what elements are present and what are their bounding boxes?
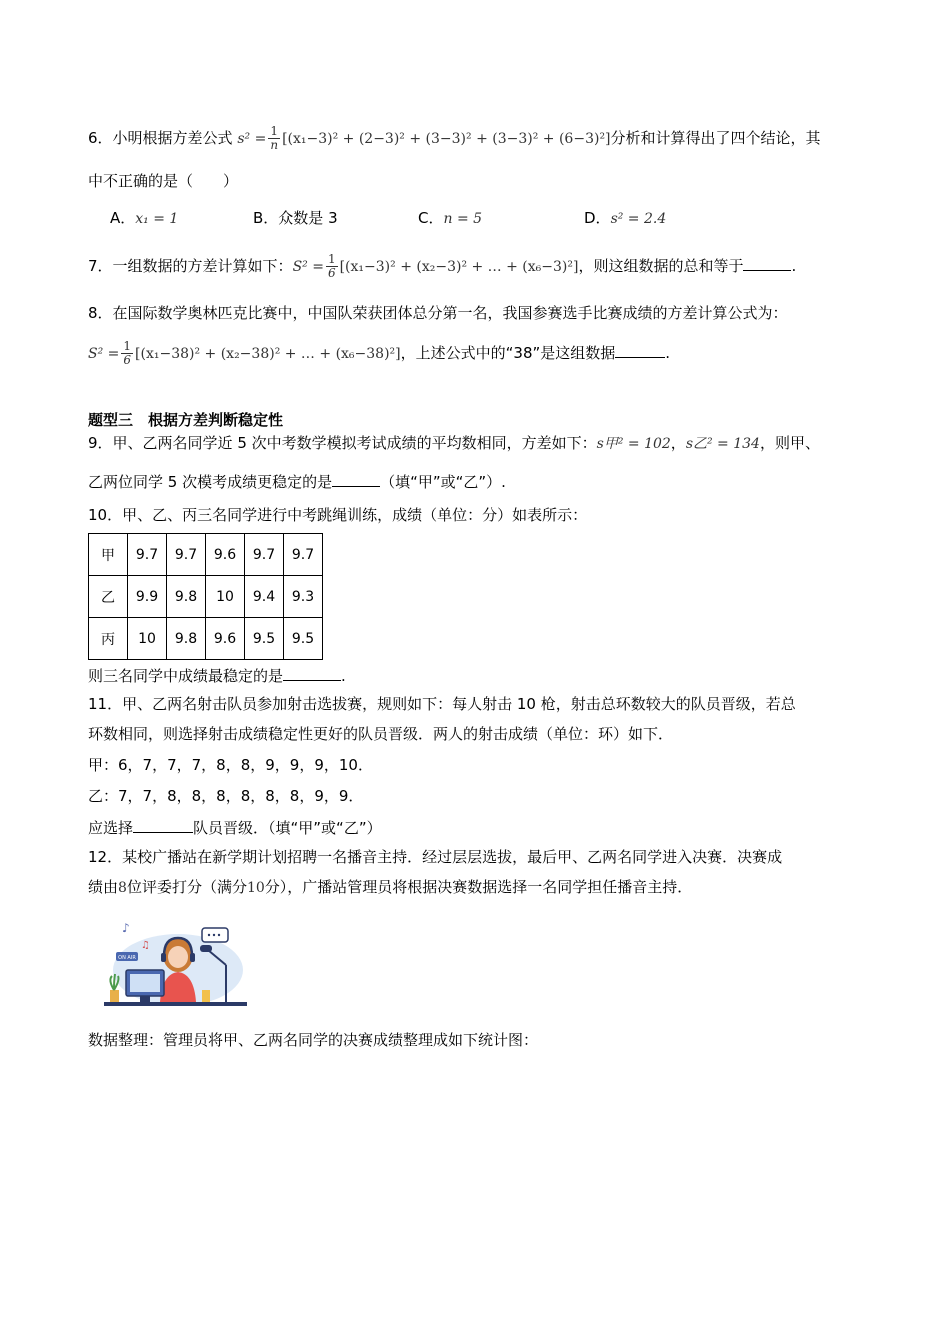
q6-suffix: 分析和计算得出了四个结论，其 bbox=[610, 129, 821, 147]
q6-line1 bbox=[88, 124, 821, 153]
q7-frac-num: 1 bbox=[327, 252, 336, 266]
table-cell: 9.6 bbox=[206, 534, 245, 576]
q8-end: . bbox=[665, 344, 671, 362]
table-cell: 9.5 bbox=[245, 618, 284, 660]
table-row bbox=[89, 534, 323, 576]
q9-variance-yi: s乙² = 134 bbox=[685, 436, 760, 452]
table-cell: 甲 bbox=[89, 534, 128, 576]
q9-number: 9． bbox=[88, 434, 113, 452]
q6-frac-num: 1 bbox=[270, 124, 279, 138]
q10-after bbox=[88, 664, 346, 686]
q9-line2-text: 乙两位同学 5 次模考成绩更稳定的是 bbox=[88, 473, 333, 491]
section-title: 题型三 根据方差判断稳定性 bbox=[88, 411, 284, 429]
q8-formula-lhs: S² = bbox=[88, 346, 120, 362]
q12-line2-a: 绩由 bbox=[88, 878, 119, 896]
q10-after-end: . bbox=[341, 667, 346, 685]
q6-line2: 中不正确的是（ ） bbox=[88, 172, 239, 190]
table-cell: 9.6 bbox=[206, 618, 245, 660]
q7-formula-lhs: S² = bbox=[292, 259, 324, 275]
q12-line2-b: 位评委打分（满分 bbox=[126, 878, 247, 896]
q6-option-a[interactable] bbox=[110, 208, 178, 229]
q11-line4: 乙：7，7，8，8，8，8，8，8，9，9． bbox=[88, 787, 364, 805]
table-cell: 9.7 bbox=[167, 534, 206, 576]
q8-number: 8． bbox=[88, 304, 113, 322]
option-b-text: 众数是 3 bbox=[278, 209, 338, 227]
table-cell: 9.3 bbox=[284, 576, 323, 618]
music-note-icon: ♪ bbox=[122, 921, 130, 935]
q12-text: 某校广播站在新学期计划招聘一名播音主持．经过层层选拔，最后甲、乙两名同学进入决赛．决赛成 bbox=[122, 848, 783, 866]
q9-line1-end: ，则甲、 bbox=[759, 434, 820, 452]
q7-number: 7． bbox=[88, 257, 113, 275]
q8-frac-den: 6 bbox=[123, 353, 132, 367]
q8-suffix: ，上述公式中的“38”是这组数据 bbox=[400, 344, 616, 362]
scores-table bbox=[88, 533, 323, 660]
q12-line2-c: 分），广播站管理员将根据决赛数据选择一名同学担任播音主持． bbox=[264, 878, 693, 896]
q9-line1 bbox=[88, 433, 820, 454]
q12-line2 bbox=[88, 877, 692, 898]
table-cell: 乙 bbox=[89, 576, 128, 618]
q6-fraction bbox=[268, 125, 280, 152]
option-b-label: B． bbox=[253, 209, 279, 227]
q10-after-text: 则三名同学中成绩最稳定的是 bbox=[88, 667, 284, 685]
option-c-text: n = 5 bbox=[443, 211, 483, 227]
option-d-label: D． bbox=[584, 209, 611, 227]
q7-end: . bbox=[791, 257, 797, 275]
q10-line1 bbox=[88, 505, 587, 525]
q9-answer-blank[interactable] bbox=[332, 470, 380, 487]
q11-number: 11． bbox=[88, 695, 123, 713]
q7-answer-blank[interactable] bbox=[743, 254, 791, 271]
q9-text: 甲、乙两名同学近 5 次中考数学模拟考试成绩的平均数相同，方差如下： bbox=[112, 434, 597, 452]
table-cell: 9.8 bbox=[167, 618, 206, 660]
q12-max-score: 10 bbox=[246, 880, 265, 896]
q8-formula-body: [(x₁−38)² + (x₂−38)² + … + (x₆−38)²] bbox=[135, 346, 401, 362]
q6-option-c[interactable] bbox=[418, 208, 482, 229]
q9-line2-end: （填“甲”或“乙”）. bbox=[380, 473, 506, 491]
option-a-label: A． bbox=[110, 209, 136, 227]
table-cell: 9.7 bbox=[128, 534, 167, 576]
q8-line1 bbox=[88, 303, 788, 323]
q12-line1 bbox=[88, 847, 782, 867]
q9-separator: ， bbox=[670, 434, 686, 452]
q6-formula-body: [(x₁−3)² + (2−3)² + (3−3)² + (3−3)² + (6−3)²] bbox=[282, 131, 611, 147]
q10-number: 10． bbox=[88, 506, 123, 524]
option-d-text: s² = 2.4 bbox=[610, 211, 667, 227]
broadcaster-illustration bbox=[98, 910, 253, 1010]
q12-number: 12． bbox=[88, 848, 123, 866]
q11-line5-suffix: 队员晋级．（填“甲”或“乙”） bbox=[193, 819, 382, 837]
option-c-label: C． bbox=[418, 209, 444, 227]
q6-frac-den: n bbox=[270, 138, 279, 152]
q6-number: 6． bbox=[88, 129, 113, 147]
q9-line2 bbox=[88, 470, 506, 492]
q8-frac-num: 1 bbox=[123, 339, 132, 353]
table-cell: 9.5 bbox=[284, 618, 323, 660]
q12-judge-count: 8 bbox=[118, 880, 127, 896]
q7-suffix: ，则这组数据的总和等于 bbox=[578, 257, 744, 275]
q6-prefix: 小明根据方差公式 bbox=[112, 129, 233, 147]
q7-line bbox=[88, 252, 796, 281]
table-cell: 9.8 bbox=[167, 576, 206, 618]
q11-line1 bbox=[88, 694, 796, 714]
table-row bbox=[89, 618, 323, 660]
q8-line2 bbox=[88, 338, 670, 369]
table-cell: 9.4 bbox=[245, 576, 284, 618]
on-air-label: ON AIR bbox=[118, 955, 136, 961]
q6-option-d[interactable] bbox=[584, 208, 666, 229]
q7-frac-den: 6 bbox=[327, 266, 336, 280]
q11-answer-blank[interactable] bbox=[133, 816, 193, 833]
q12-line3: 数据整理：管理员将甲、乙两名同学的决赛成绩整理成如下统计图： bbox=[88, 1031, 539, 1049]
q6-formula-lhs: s² = bbox=[237, 131, 267, 147]
table-cell: 9.9 bbox=[128, 576, 167, 618]
q11-text: 甲、乙两名射击队员参加射击选拔赛，规则如下：每人射击 10 枪，射击总环数较大的队员晋级，若总 bbox=[122, 695, 796, 713]
q8-fraction bbox=[121, 340, 133, 367]
q8-text: 在国际数学奥林匹克比赛中，中国队荣获团体总分第一名，我国参赛选手比赛成绩的方差计算公式为： bbox=[112, 304, 788, 322]
music-note-icon: ♫ bbox=[141, 940, 150, 951]
q8-answer-blank[interactable] bbox=[615, 341, 665, 358]
table-cell: 9.7 bbox=[245, 534, 284, 576]
option-a-text: x₁ = 1 bbox=[135, 211, 179, 227]
q7-fraction bbox=[326, 253, 338, 280]
table-cell: 丙 bbox=[89, 618, 128, 660]
q11-line3: 甲：6，7，7，7，8，8，9，9，9，10． bbox=[88, 756, 373, 774]
q10-text: 甲、乙、丙三名同学进行中考跳绳训练，成绩（单位：分）如表所示： bbox=[122, 506, 588, 524]
q11-line5-prefix: 应选择 bbox=[88, 819, 134, 837]
q7-prefix: 一组数据的方差计算如下： bbox=[112, 257, 293, 275]
table-row bbox=[89, 576, 323, 618]
table-cell: 9.7 bbox=[284, 534, 323, 576]
q10-answer-blank[interactable] bbox=[283, 664, 341, 681]
q9-variance-jia: s甲² = 102 bbox=[596, 436, 671, 452]
q11-line2: 环数相同，则选择射击成绩稳定性更好的队员晋级．两人的射击成绩（单位：环）如下． bbox=[88, 725, 674, 743]
table-cell: 10 bbox=[128, 618, 167, 660]
q7-formula-body: [(x₁−3)² + (x₂−3)² + … + (x₆−3)²] bbox=[339, 259, 579, 275]
q11-line5 bbox=[88, 816, 382, 838]
table-cell: 10 bbox=[206, 576, 245, 618]
q6-option-b[interactable] bbox=[253, 208, 338, 228]
